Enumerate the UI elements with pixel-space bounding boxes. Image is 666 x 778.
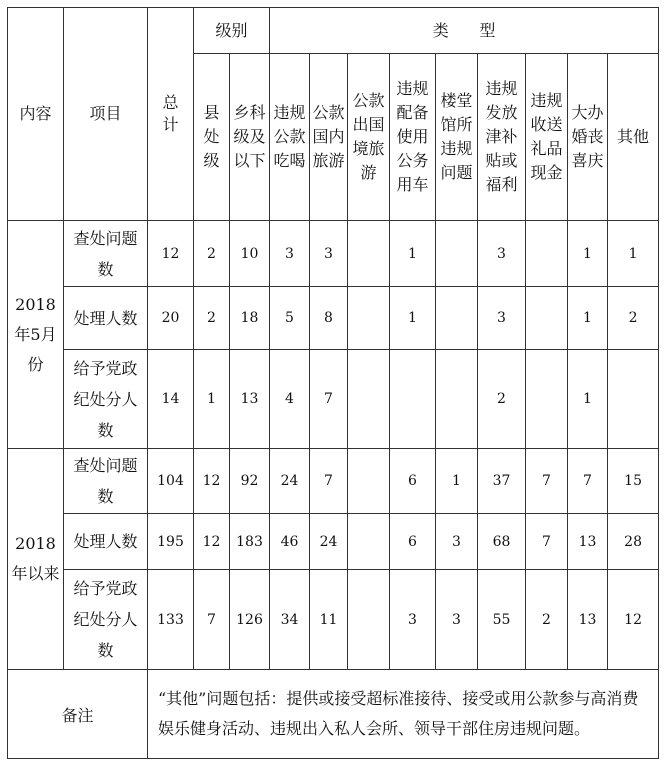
period-label: 2018年以来 <box>11 534 60 583</box>
header-type-domestic-travel <box>310 54 348 221</box>
cell-type-weddings: 13 <box>568 570 608 670</box>
header-type-official-car <box>390 54 436 221</box>
header-type-gifts <box>526 54 568 221</box>
header-type-official-car-label: 违规配备使用公务用车 <box>396 79 429 194</box>
cell-type-gifts <box>526 221 568 287</box>
cell-type-buildings <box>436 221 478 287</box>
header-type-weddings <box>568 54 608 221</box>
cell-type-other: 28 <box>608 514 659 570</box>
cell-type-subsidies: 3 <box>478 287 526 350</box>
cell-level-township: 92 <box>230 449 270 514</box>
header-type-subsidies-label: 违规发放津补贴或福利 <box>485 79 518 194</box>
cell-type-overseas-travel <box>348 514 390 570</box>
header-level-group: 级别 <box>194 8 270 54</box>
cell-type-other: 12 <box>608 570 659 670</box>
cell-type-overseas-travel <box>348 287 390 350</box>
cell-type-subsidies: 37 <box>478 449 526 514</box>
header-total <box>148 8 194 221</box>
cell-type-dining: 3 <box>270 221 310 287</box>
header-level-township-label: 乡科级及以下 <box>233 103 266 170</box>
cell-level-township: 183 <box>230 514 270 570</box>
period-label: 2018年5月份 <box>14 294 57 374</box>
table-row <box>8 350 659 449</box>
cell-total: 20 <box>148 287 194 350</box>
header-type-domestic-travel-label: 公款国内旅游 <box>312 103 345 170</box>
cell-type-official-car: 1 <box>390 287 436 350</box>
cell-level-township: 18 <box>230 287 270 350</box>
cell-type-dining: 5 <box>270 287 310 350</box>
header-type-subsidies <box>478 54 526 221</box>
cell-type-overseas-travel <box>348 449 390 514</box>
cell-type-overseas-travel <box>348 350 390 449</box>
cell-type-weddings: 13 <box>568 514 608 570</box>
cell-type-gifts <box>526 350 568 449</box>
header-content: 内容 <box>8 8 64 221</box>
cell-type-domestic-travel: 7 <box>310 449 348 514</box>
table-row <box>8 221 659 287</box>
cell-type-dining: 4 <box>270 350 310 449</box>
cell-type-dining: 34 <box>270 570 310 670</box>
cell-type-official-car: 6 <box>390 514 436 570</box>
table-row <box>8 449 659 514</box>
row-item-label: 查处问题数 <box>73 456 138 506</box>
cell-type-subsidies: 2 <box>478 350 526 449</box>
cell-type-other <box>608 350 659 449</box>
cell-level-county: 1 <box>194 350 230 449</box>
cell-type-overseas-travel <box>348 221 390 287</box>
cell-type-weddings: 7 <box>568 449 608 514</box>
cell-type-gifts <box>526 287 568 350</box>
cell-level-county: 2 <box>194 287 230 350</box>
header-type-group: 类 型 <box>270 8 659 54</box>
period-cell <box>8 449 64 670</box>
header-type-other-label: 其他 <box>617 127 650 146</box>
header-type-buildings-label: 楼堂馆所违规问题 <box>440 91 473 182</box>
cell-type-gifts: 7 <box>526 514 568 570</box>
cell-total: 12 <box>148 221 194 287</box>
row-item <box>64 449 148 514</box>
cell-level-county: 12 <box>194 449 230 514</box>
cell-level-township: 126 <box>230 570 270 670</box>
cell-type-gifts: 7 <box>526 449 568 514</box>
cell-total: 14 <box>148 350 194 449</box>
table-row <box>8 570 659 670</box>
header-type-gifts-label: 违规收送礼品现金 <box>530 91 563 182</box>
remark-row <box>8 670 659 759</box>
row-item-label: 给予党政纪处分人数 <box>73 579 138 660</box>
cell-type-official-car <box>390 350 436 449</box>
cell-type-dining: 46 <box>270 514 310 570</box>
cell-type-buildings: 1 <box>436 449 478 514</box>
header-type-overseas-travel <box>348 54 390 221</box>
cell-type-buildings: 3 <box>436 514 478 570</box>
cell-type-other: 15 <box>608 449 659 514</box>
cell-type-dining: 24 <box>270 449 310 514</box>
cell-level-township: 10 <box>230 221 270 287</box>
cell-type-gifts: 2 <box>526 570 568 670</box>
header-row-1 <box>8 8 659 54</box>
cell-type-domestic-travel: 7 <box>310 350 348 449</box>
header-type-dining-label: 违规公款吃喝 <box>273 103 306 170</box>
cell-type-domestic-travel: 24 <box>310 514 348 570</box>
header-type-dining <box>270 54 310 221</box>
header-level-township <box>230 54 270 221</box>
cell-level-township: 13 <box>230 350 270 449</box>
header-type-buildings <box>436 54 478 221</box>
period-cell <box>8 221 64 449</box>
row-item <box>64 570 148 670</box>
cell-type-buildings: 3 <box>436 570 478 670</box>
row-item-label: 给予党政纪处分人数 <box>73 358 138 440</box>
cell-type-other: 2 <box>608 287 659 350</box>
row-item <box>64 350 148 449</box>
remark-text: “其他”问题包括：提供或接受超标准接待、接受或用公款参与高消费娱乐健身活动、违规出入私人会所、领导干部住房违规问题。 <box>148 670 659 759</box>
cell-type-subsidies: 68 <box>478 514 526 570</box>
cell-type-domestic-travel: 11 <box>310 570 348 670</box>
cell-total: 195 <box>148 514 194 570</box>
header-type-other <box>608 54 659 221</box>
cell-type-subsidies: 55 <box>478 570 526 670</box>
cell-type-official-car: 1 <box>390 221 436 287</box>
cell-level-county: 12 <box>194 514 230 570</box>
header-level-county <box>194 54 230 221</box>
cell-type-other: 1 <box>608 221 659 287</box>
cell-type-weddings: 1 <box>568 350 608 449</box>
cell-level-county: 2 <box>194 221 230 287</box>
header-type-weddings-label: 大办婚丧喜庆 <box>571 103 604 170</box>
cell-total: 104 <box>148 449 194 514</box>
header-level-county-label: 县处级 <box>203 103 220 170</box>
table-row <box>8 514 659 570</box>
cell-type-buildings <box>436 350 478 449</box>
cell-type-domestic-travel: 3 <box>310 221 348 287</box>
cell-level-county: 7 <box>194 570 230 670</box>
row-item <box>64 221 148 287</box>
row-item: 处理人数 <box>64 287 148 350</box>
row-item-label: 查处问题数 <box>73 228 138 279</box>
row-item: 处理人数 <box>64 514 148 570</box>
header-total-label: 总计 <box>162 93 179 134</box>
header-item: 项目 <box>64 8 148 221</box>
header-type-overseas-travel-label: 公款出国境旅游 <box>352 91 385 182</box>
remark-label: 备注 <box>8 670 148 759</box>
cell-type-buildings <box>436 287 478 350</box>
cell-type-overseas-travel <box>348 570 390 670</box>
table-row <box>8 287 659 350</box>
cell-type-domestic-travel: 8 <box>310 287 348 350</box>
cell-type-weddings: 1 <box>568 287 608 350</box>
cell-type-official-car: 6 <box>390 449 436 514</box>
statistics-table <box>7 7 659 759</box>
cell-type-official-car: 3 <box>390 570 436 670</box>
cell-total: 133 <box>148 570 194 670</box>
cell-type-weddings: 1 <box>568 221 608 287</box>
cell-type-subsidies: 3 <box>478 221 526 287</box>
